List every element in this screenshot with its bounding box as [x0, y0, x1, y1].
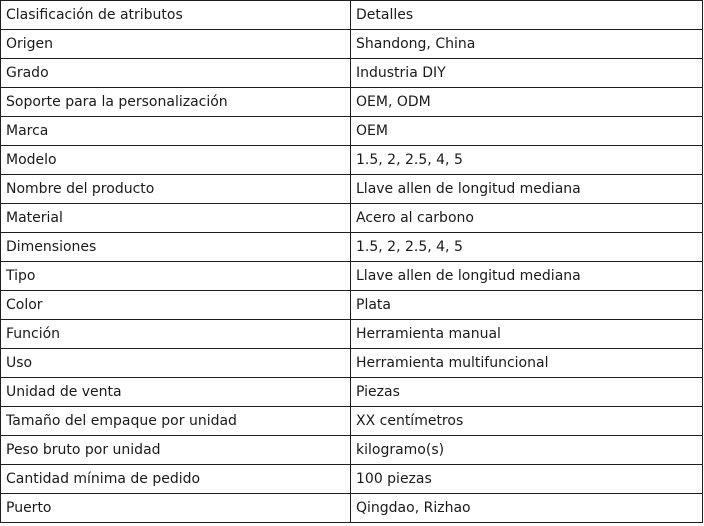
- attribute-cell: Tipo: [1, 262, 351, 291]
- table-row: [1, 233, 703, 262]
- attribute-cell: Origen: [1, 30, 351, 59]
- attribute-cell: Nombre del producto: [1, 175, 351, 204]
- attribute-cell: Peso bruto por unidad: [1, 436, 351, 465]
- table-row: [1, 494, 703, 523]
- attribute-cell: Unidad de venta: [1, 378, 351, 407]
- attribute-cell: Material: [1, 204, 351, 233]
- table-row: [1, 262, 703, 291]
- table-row: [1, 349, 703, 378]
- header-details-cell: Detalles: [351, 1, 703, 30]
- table-row: [1, 407, 703, 436]
- table-row: [1, 204, 703, 233]
- attribute-cell: Dimensiones: [1, 233, 351, 262]
- value-cell: Herramienta manual: [351, 320, 703, 349]
- value-cell: kilogramo(s): [351, 436, 703, 465]
- value-cell: Plata: [351, 291, 703, 320]
- value-cell: Piezas: [351, 378, 703, 407]
- value-cell: XX centímetros: [351, 407, 703, 436]
- attribute-cell: Cantidad mínima de pedido: [1, 465, 351, 494]
- table-row: [1, 320, 703, 349]
- header-attribute-cell: Clasificación de atributos: [1, 1, 351, 30]
- value-cell: Herramienta multifuncional: [351, 349, 703, 378]
- table-header-row: [1, 1, 703, 30]
- attribute-cell: Uso: [1, 349, 351, 378]
- value-cell: Shandong, China: [351, 30, 703, 59]
- attribute-cell: Marca: [1, 117, 351, 146]
- table-row: [1, 146, 703, 175]
- table-row: [1, 436, 703, 465]
- table-row: [1, 88, 703, 117]
- table-row: [1, 59, 703, 88]
- value-cell: 1.5, 2, 2.5, 4, 5: [351, 233, 703, 262]
- table-row: [1, 291, 703, 320]
- attribute-cell: Función: [1, 320, 351, 349]
- value-cell: Llave allen de longitud mediana: [351, 262, 703, 291]
- value-cell: OEM, ODM: [351, 88, 703, 117]
- value-cell: 1.5, 2, 2.5, 4, 5: [351, 146, 703, 175]
- table-row: [1, 175, 703, 204]
- table-row: [1, 117, 703, 146]
- attribute-cell: Soporte para la personalización: [1, 88, 351, 117]
- table-row: [1, 30, 703, 59]
- table-row: [1, 378, 703, 407]
- value-cell: 100 piezas: [351, 465, 703, 494]
- attribute-cell: Tamaño del empaque por unidad: [1, 407, 351, 436]
- value-cell: Acero al carbono: [351, 204, 703, 233]
- value-cell: Llave allen de longitud mediana: [351, 175, 703, 204]
- value-cell: Industria DIY: [351, 59, 703, 88]
- attribute-cell: Puerto: [1, 494, 351, 523]
- value-cell: Qingdao, Rizhao: [351, 494, 703, 523]
- table-row: [1, 465, 703, 494]
- value-cell: OEM: [351, 117, 703, 146]
- attribute-cell: Color: [1, 291, 351, 320]
- attribute-cell: Modelo: [1, 146, 351, 175]
- attribute-cell: Grado: [1, 59, 351, 88]
